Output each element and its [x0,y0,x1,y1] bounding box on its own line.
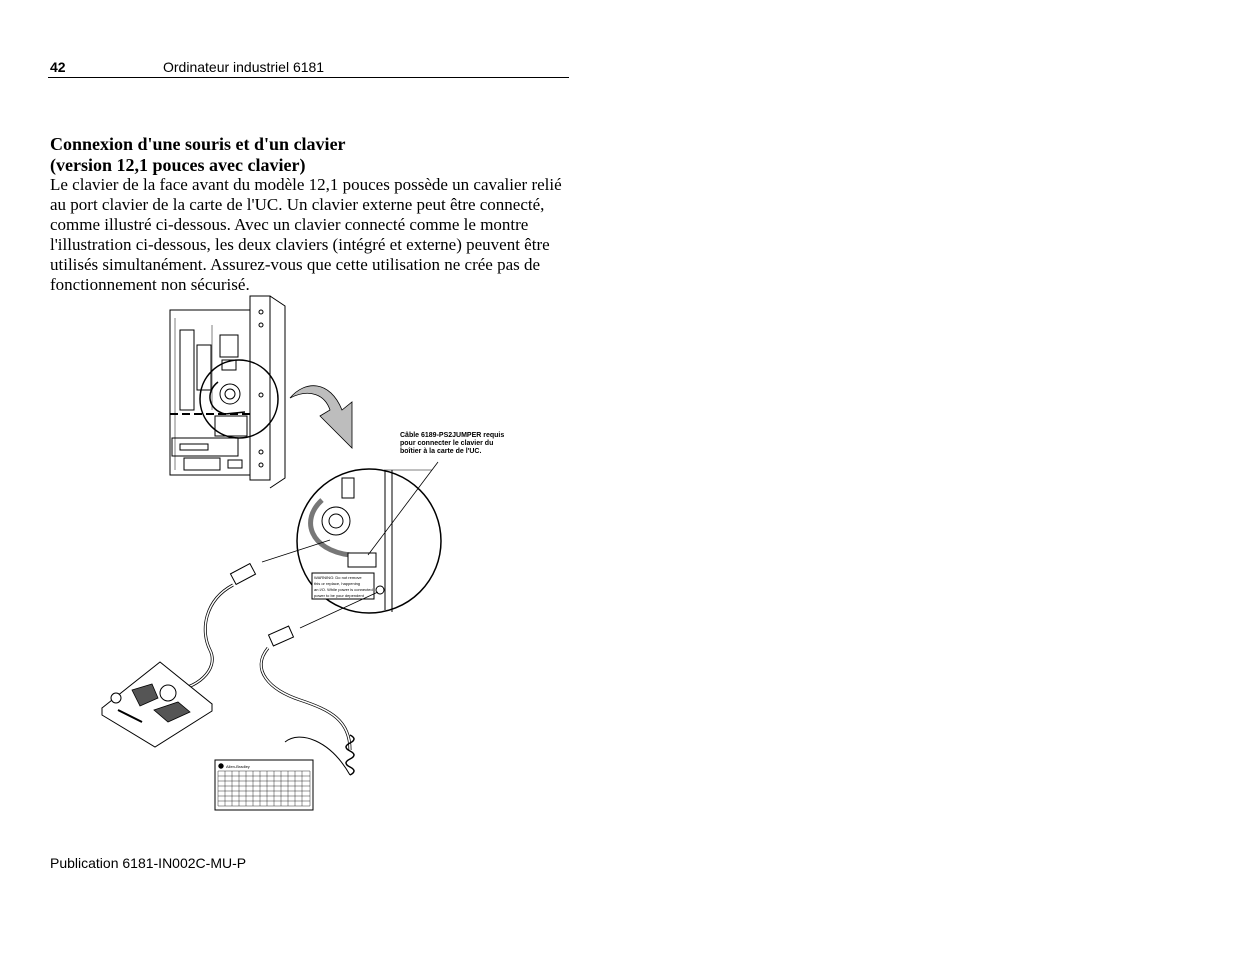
warning-line: power to be your dependent [314,593,364,598]
callout-line: boîtier à la carte de l'UC. [400,448,482,455]
body-line: comme illustré ci-dessous. Avec un clavier connecté comme le montre [50,215,529,234]
warning-line: this or replace, happening [314,581,361,586]
callout-leader [368,462,438,555]
cable-callout [400,432,530,456]
callout-line: Câble 6189-PS2JUMPER requis [400,432,505,439]
body-line: au port clavier de la carte de l'UC. Un clavier externe peut être connecté, [50,195,545,214]
trackball-device [102,662,212,747]
external-keyboard [215,760,313,810]
curved-arrow [290,386,352,448]
warning-line: WARNING: Do not remove [314,575,362,580]
heading-line-1: Connexion d'une souris et d'un clavier [50,134,346,154]
section-heading [50,134,570,176]
keyboard-brand: Allen-Bradley [226,764,250,769]
warning-line: an I/O. While power is connected [314,587,373,592]
connection-illustration [90,290,550,820]
heading-line-2: (version 12,1 pouces avec clavier) [50,155,306,175]
body-line: utilisés simultanément. Assurez-vous que cette utilisation ne crée pas de [50,255,541,274]
publication-footer: Publication 6181-IN002C-MU-P [50,855,247,871]
body-line: fonctionnement non sécurisé. [50,275,250,294]
page-number: 42 [50,59,66,75]
callout-line: pour connecter le clavier du [400,440,494,447]
body-line: Le clavier de la face avant du modèle 12,1 pouces possède un cavalier relié [50,175,562,194]
body-line: l'illustration ci-dessous, les deux claviers (intégré et externe) peuvent être [50,235,550,254]
display-panel-side [250,296,285,488]
body-paragraph [50,175,572,295]
header-rule [48,77,569,78]
running-header-title: Ordinateur industriel 6181 [163,59,325,75]
